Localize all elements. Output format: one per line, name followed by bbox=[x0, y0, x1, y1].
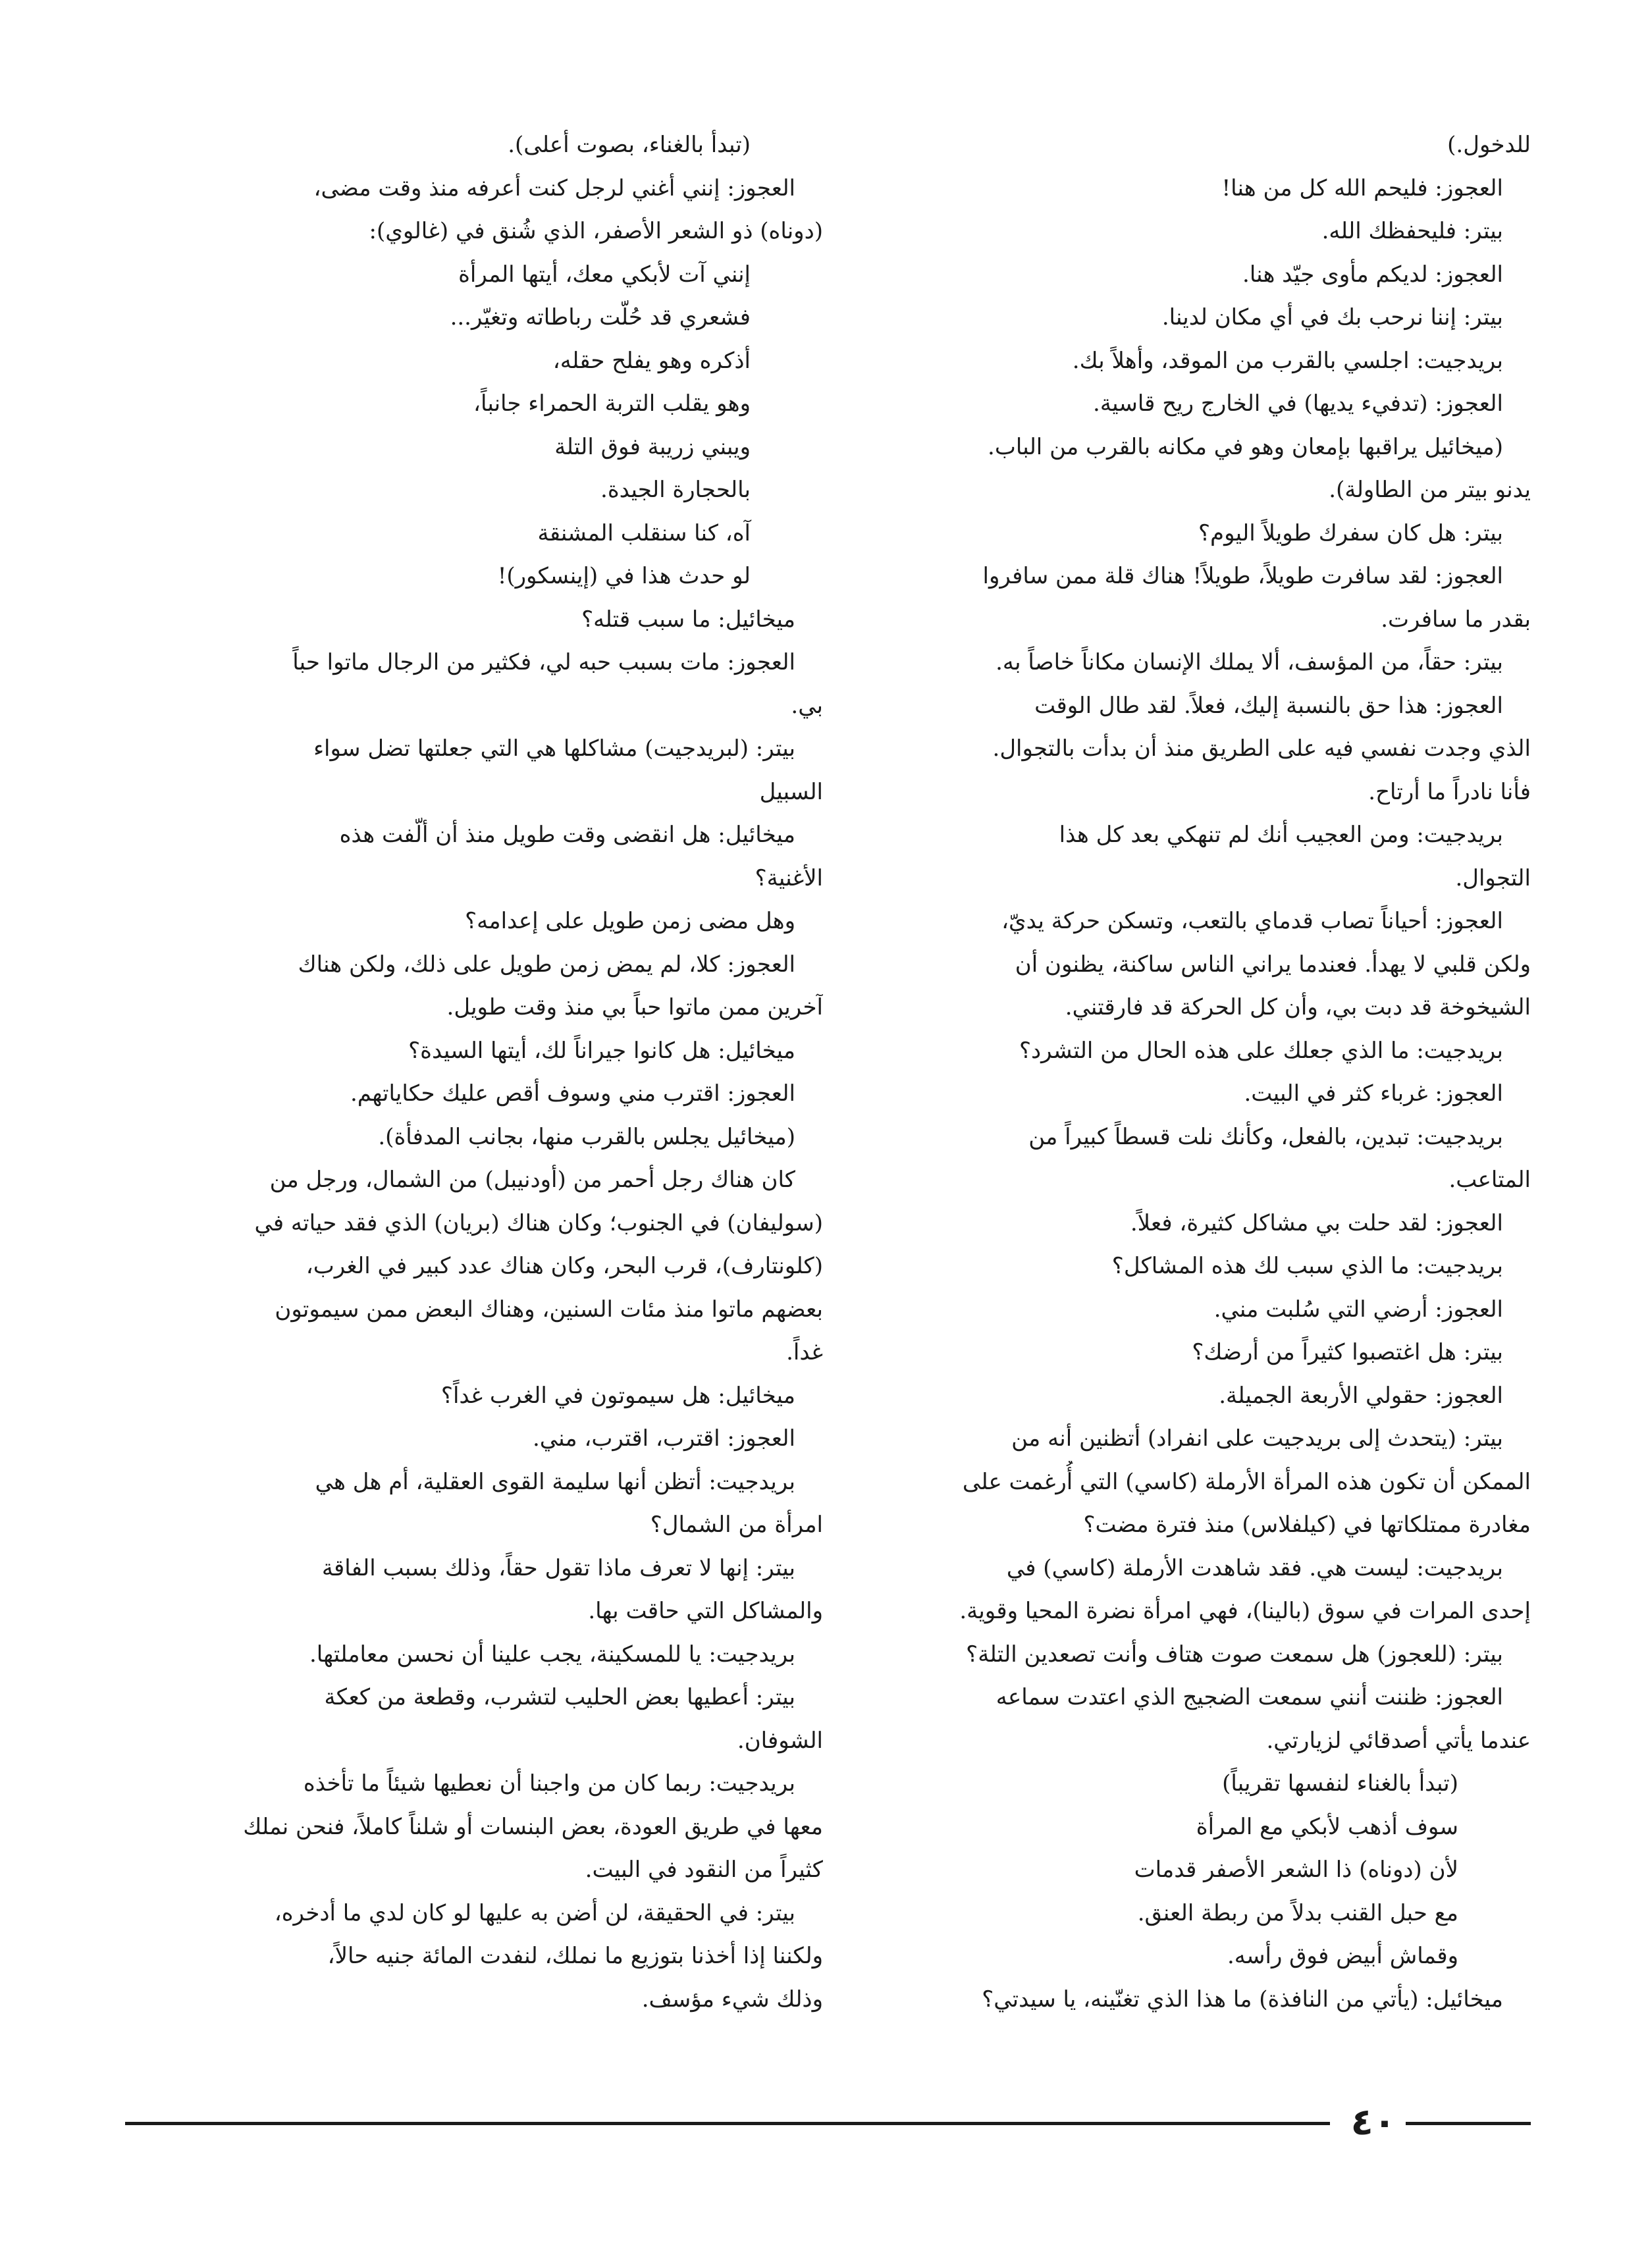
text-line: كان هناك رجل أحمر من (أودنيبل) من الشمال، ورجل من bbox=[269, 1167, 795, 1193]
text-line: آخرين ممن ماتوا حباً بي منذ وقت طويل. bbox=[446, 994, 823, 1020]
text-line: الممكن أن تكون هذه المرأة الأرملة (كاسي) التي أُرغمت على bbox=[962, 1468, 1531, 1495]
page-number: ٤٠ bbox=[1350, 2101, 1396, 2144]
text-line: بيتر: فليحفظك الله. bbox=[1321, 218, 1503, 244]
text-line: بيتر: أعطيها بعض الحليب لتشرب، وقطعة من كعكة bbox=[324, 1684, 795, 1710]
text-line: بريدجيت: أتظن أنها سليمة القوى العقلية، أم هل هي bbox=[315, 1468, 795, 1495]
text-line: العجوز: حقولي الأربعة الجميلة. bbox=[1219, 1382, 1503, 1409]
text-line: بريدجيت: اجلسي بالقرب من الموقد، وأهلاً بك. bbox=[1072, 347, 1503, 374]
text-line: ويبني زريبة فوق التلة bbox=[554, 433, 751, 460]
text-line: (تبدأ بالغناء لنفسها تقريباً) bbox=[1222, 1770, 1458, 1797]
text-line: الشيخوخة قد دبت بي، وأن كل الحركة قد فارقتني. bbox=[1065, 994, 1531, 1020]
footer-rule-long bbox=[125, 2122, 1330, 2125]
text-line: سوف أذهب لأبكي مع المرأة bbox=[1196, 1813, 1458, 1840]
text-line: إحدى المرات في سوق (بالينا)، فهي امرأة نضرة المحيا وقوية. bbox=[959, 1598, 1531, 1624]
text-line: العجوز: لديكم مأوى جيّد هنا. bbox=[1242, 261, 1503, 288]
text-line: أذكره وهو يفلح حقله، bbox=[552, 347, 751, 374]
text-line: بريدجيت: ومن العجيب أنك لم تنهكي بعد كل هذا bbox=[1059, 822, 1503, 848]
text-line: السبيل bbox=[759, 778, 823, 805]
text-line: بيتر: إنها لا تعرف ماذا تقول حقاً، وذلك بسبب الفاقة bbox=[321, 1554, 795, 1581]
text-line: إنني آت لأبكي معك، أيتها المرأة bbox=[458, 261, 751, 288]
text-line: آه، كنا سنقلب المشنقة bbox=[537, 519, 751, 546]
text-line: بريدجيت: ربما كان من واجبنا أن نعطيها شيئاً ما تأخذه bbox=[303, 1770, 795, 1797]
text-line: ميخائيل: هل كانوا جيراناً لك، أيتها السيدة؟ bbox=[408, 1037, 795, 1064]
text-line: العجوز: غرباء كثر في البيت. bbox=[1244, 1080, 1503, 1107]
text-line: فشعري قد حُلّت رباطاته وتغيّر... bbox=[450, 304, 751, 330]
text-line: العجوز: إنني أغني لرجل كنت أعرفه منذ وقت مضى، bbox=[313, 174, 795, 201]
text-line: بيتر: حقاً، من المؤسف، ألا يملك الإنسان مكاناً خاصاً به. bbox=[996, 649, 1503, 675]
text-line: العجوز: لقد سافرت طويلاً، طويلاً! هناك قلة ممن سافروا bbox=[982, 563, 1503, 589]
text-line: مع حبل القنب بدلاً من ربطة العنق. bbox=[1137, 1899, 1458, 1926]
text-line: العجوز: فليحم الله كل من هنا! bbox=[1221, 174, 1503, 201]
text-line: (ميخائيل يراقبها بإمعان وهو في مكانه بالقرب من الباب. bbox=[988, 433, 1503, 460]
text-line: بريدجيت: تبدين، بالفعل، وكأنك نلت قسطاً كبيراً من bbox=[1028, 1123, 1503, 1150]
footer-rule-short bbox=[1406, 2122, 1531, 2125]
right-text-column bbox=[833, 124, 1531, 2021]
text-line: فأنا نادراً ما أرتاح. bbox=[1368, 778, 1531, 805]
text-line: مغادرة ممتلكاتها في (كيلفلاس) منذ فترة مضت؟ bbox=[1083, 1512, 1531, 1538]
text-line: بريدجيت: ما الذي سبب لك هذه المشاكل؟ bbox=[1111, 1253, 1503, 1279]
text-line: (دوناه) ذو الشعر الأصفر، الذي شُنق في (غالوي): bbox=[369, 218, 823, 244]
text-line: ميخائيل: (يأتي من النافذة) ما هذا الذي تغنّينه، يا سيدتي؟ bbox=[982, 1986, 1503, 2013]
text-line: العجوز: أحياناً تصاب قدماي بالتعب، وتسكن حركة يديّ، bbox=[1001, 908, 1503, 934]
text-line: الشوفان. bbox=[737, 1727, 823, 1754]
text-line: العجوز: مات بسبب حبه لي، فكثير من الرجال ماتوا حباً bbox=[292, 649, 795, 675]
text-line: ولكن قلبي لا يهدأ. فعندما يراني الناس ساكنة، يظنون أن bbox=[1015, 951, 1531, 978]
text-line: كثيراً من النقود في البيت. bbox=[585, 1857, 823, 1883]
text-line: بي. bbox=[791, 692, 823, 719]
text-line: بيتر: (لبريدجيت) مشاكلها هي التي جعلتها تضل سواء bbox=[313, 735, 795, 762]
text-line: ميخائيل: هل انقضى وقت طويل منذ أن ألّفت هذه bbox=[339, 822, 795, 848]
text-line: العجوز: أرضي التي سُلبت مني. bbox=[1213, 1296, 1503, 1323]
text-line: بيتر: (للعجوز) هل سمعت صوت هتاف وأنت تصعدين التلة؟ bbox=[966, 1641, 1503, 1668]
text-line: بيتر: إننا نرحب بك في أي مكان لدينا. bbox=[1161, 304, 1503, 330]
text-line: بريدجيت: ليست هي. فقد شاهدت الأرملة (كاسي) في bbox=[1006, 1554, 1503, 1581]
text-line: المتاعب. bbox=[1448, 1167, 1531, 1193]
text-line: ميخائيل: هل سيموتون في الغرب غداً؟ bbox=[440, 1382, 795, 1409]
text-line: ولكننا إذا أخذنا بتوزيع ما نملك، لنفدت المائة جنيه حالاً، bbox=[327, 1943, 823, 1969]
text-line: بقدر ما سافرت. bbox=[1381, 606, 1531, 633]
text-line: لأن (دوناه) ذا الشعر الأصفر قدمات bbox=[1134, 1857, 1458, 1883]
page-footer bbox=[125, 2101, 1531, 2144]
text-line: العجوز: لقد حلت بي مشاكل كثيرة، فعلاً. bbox=[1130, 1209, 1503, 1236]
text-line: وهل مضى زمن طويل على إعدامه؟ bbox=[465, 908, 795, 934]
text-line: العجوز: اقترب، اقترب، مني. bbox=[532, 1425, 795, 1452]
text-line: امرأة من الشمال؟ bbox=[650, 1512, 823, 1538]
left-text-column bbox=[125, 124, 823, 2021]
text-line: العجوز: ظننت أنني سمعت الضجيج الذي اعتدت سماعه bbox=[996, 1684, 1503, 1710]
text-line: بيتر: هل اغتصبوا كثيراً من أرضك؟ bbox=[1192, 1339, 1503, 1365]
text-line: وهو يقلب التربة الحمراء جانباً، bbox=[473, 390, 751, 417]
text-line: معها في طريق العودة، بعض البنسات أو شلناً كاملاً، فنحن نملك bbox=[243, 1813, 823, 1840]
text-line: بعضهم ماتوا منذ مئات السنين، وهناك البعض ممن سيموتون bbox=[275, 1296, 823, 1323]
text-line: بيتر: هل كان سفرك طويلاً اليوم؟ bbox=[1198, 519, 1503, 546]
text-line: العجوز: هذا حق بالنسبة إليك، فعلاً. لقد طال الوقت bbox=[1034, 692, 1503, 719]
text-line: وذلك شيء مؤسف. bbox=[641, 1986, 823, 2013]
text-line: (كلونتارف)، قرب البحر، وكان هناك عدد كبير في الغرب، bbox=[305, 1253, 823, 1279]
text-line: بالحجارة الجيدة. bbox=[600, 477, 751, 503]
text-line: العجوز: (تدفيء يديها) في الخارج ريح قاسية. bbox=[1093, 390, 1503, 417]
text-line: العجوز: كلا، لم يمض زمن طويل على ذلك، ولكن هناك bbox=[298, 951, 795, 978]
text-line: بيتر: (يتحدث إلى بريدجيت على انفراد) أتظنين أنه من bbox=[1011, 1425, 1503, 1452]
text-line: ميخائيل: ما سبب قتله؟ bbox=[581, 606, 795, 633]
text-line: بريدجيت: يا للمسكينة، يجب علينا أن نحسن معاملتها. bbox=[309, 1641, 795, 1668]
text-line: وقماش أبيض فوق رأسه. bbox=[1227, 1943, 1458, 1969]
text-line: (ميخائيل يجلس بالقرب منها، بجانب المدفأة). bbox=[378, 1123, 795, 1150]
text-line: عندما يأتي أصدقائي لزيارتي. bbox=[1266, 1727, 1531, 1754]
text-line: بيتر: في الحقيقة، لن أضن به عليها لو كان لدي ما أدخره، bbox=[274, 1899, 795, 1926]
text-line: (تبدأ بالغناء، بصوت أعلى). bbox=[508, 132, 751, 158]
text-line: غداً. bbox=[786, 1339, 823, 1365]
text-line: والمشاكل التي حاقت بها. bbox=[588, 1598, 823, 1624]
text-line: الأغنية؟ bbox=[755, 864, 823, 891]
text-line: التجوال. bbox=[1455, 864, 1531, 891]
text-line: العجوز: اقترب مني وسوف أقص عليك حكاياتهم. bbox=[350, 1080, 795, 1107]
text-line: الذي وجدت نفسي فيه على الطريق منذ أن بدأت بالتجوال. bbox=[992, 735, 1531, 762]
text-line: للدخول.) bbox=[1447, 132, 1531, 158]
text-line: يدنو بيتر من الطاولة). bbox=[1329, 477, 1531, 503]
text-line: لو حدث هذا في (إينسكور)! bbox=[497, 563, 751, 589]
text-line: (سوليفان) في الجنوب؛ وكان هناك (بريان) الذي فقد حياته في bbox=[254, 1209, 823, 1236]
text-line: بريدجيت: ما الذي جعلك على هذه الحال من التشرد؟ bbox=[1019, 1037, 1503, 1064]
